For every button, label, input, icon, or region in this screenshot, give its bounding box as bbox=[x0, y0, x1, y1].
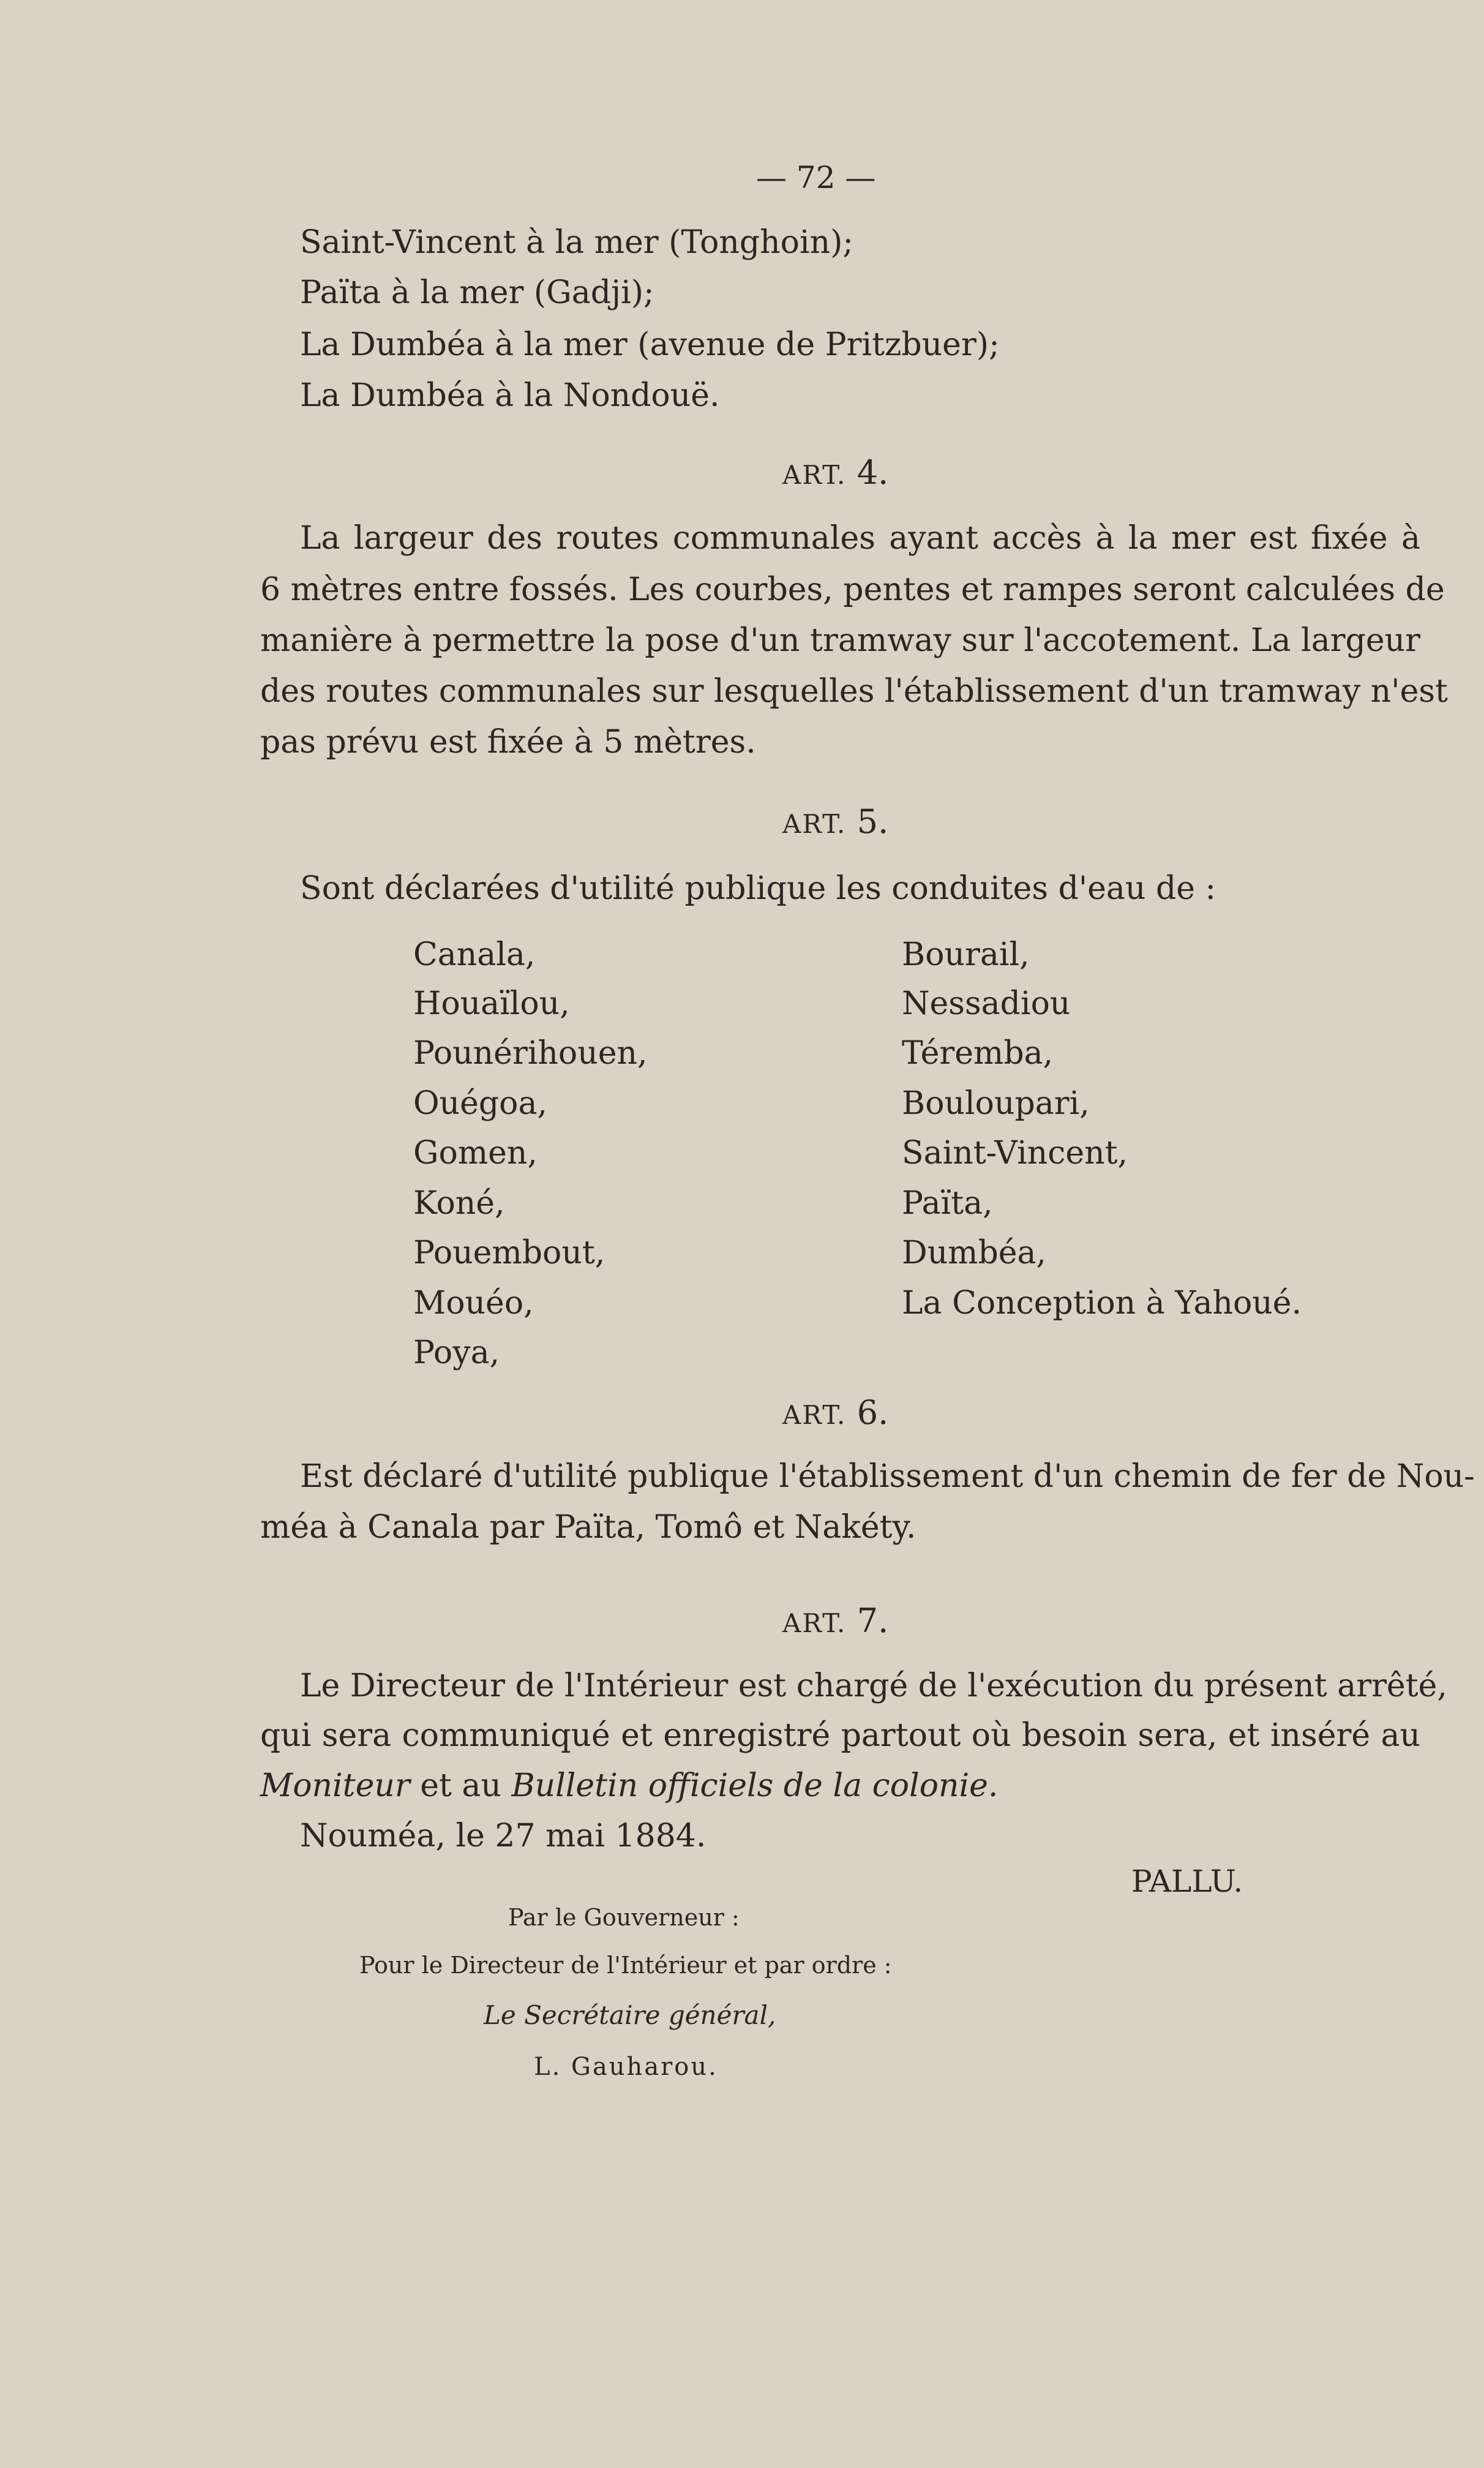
article-7-heading bbox=[782, 1601, 889, 1640]
article-6-heading bbox=[782, 1393, 889, 1432]
paragraph-line: manière à permettre la pose d'un tramway sur l'accotement. La largeur bbox=[260, 622, 1420, 659]
paragraph-line: La largeur des routes communales ayant accès à la mer est fixée à bbox=[300, 520, 1420, 557]
left-column-item: Pouembout, bbox=[413, 1235, 605, 1271]
signer-name: L. Gauharou. bbox=[534, 2053, 718, 2081]
signature-name: PALLU. bbox=[1131, 1864, 1243, 1899]
article-label: ART. bbox=[782, 460, 847, 490]
right-column-item: Bourail, bbox=[902, 936, 1030, 973]
right-column-item: Païta, bbox=[902, 1185, 993, 1222]
left-column-item: Ouégoa, bbox=[413, 1085, 548, 1122]
list-line: Païta à la mer (Gadji); bbox=[300, 274, 654, 311]
paragraph-line: des routes communales sur lesquelles l'établissement d'un tramway n'est bbox=[260, 673, 1448, 710]
list-line: La Dumbéa à la Nondouë. bbox=[300, 377, 720, 414]
right-column-item: Saint-Vincent, bbox=[902, 1135, 1128, 1172]
left-column-item: Houaïlou, bbox=[413, 985, 570, 1022]
bulletin-text: Bulletin officiels de la colonie. bbox=[511, 1767, 999, 1804]
paragraph-line: pas prévu est fixée à 5 mètres. bbox=[260, 724, 756, 761]
right-column-item: La Conception à Yahoué. bbox=[902, 1285, 1302, 1322]
paragraph-line: Est déclaré d'utilité publique l'établissement d'un chemin de fer de Nou- bbox=[300, 1458, 1475, 1495]
paragraph-line: Sont déclarées d'utilité publique les conduites d'eau de : bbox=[300, 870, 1216, 907]
left-column-item: Poya, bbox=[413, 1334, 500, 1371]
moniteur-text: Moniteur bbox=[260, 1767, 410, 1804]
paragraph-line bbox=[260, 1767, 999, 1804]
left-column-item: Mouéo, bbox=[413, 1285, 534, 1322]
paragraph-line: qui sera communiqué et enregistré partout où besoin sera, et inséré au bbox=[260, 1717, 1420, 1754]
right-column-item: Dumbéa, bbox=[902, 1235, 1047, 1271]
secretary-title: Le Secrétaire général, bbox=[484, 2000, 776, 2030]
article-label: ART. bbox=[782, 1400, 847, 1430]
connector-text: et au bbox=[410, 1767, 512, 1804]
article-number: 6. bbox=[856, 1393, 889, 1432]
paragraph-line: méa à Canala par Païta, Tomô et Nakéty. bbox=[260, 1509, 916, 1546]
by-governor: Par le Gouverneur : bbox=[508, 1904, 740, 1931]
article-number: 4. bbox=[856, 453, 889, 492]
paragraph-line: 6 mètres entre fossés. Les courbes, pentes et rampes seront calculées de bbox=[260, 571, 1445, 608]
left-column-item: Pounérihouen, bbox=[413, 1035, 648, 1072]
article-5-heading bbox=[782, 802, 889, 841]
list-line: Saint-Vincent à la mer (Tonghoin); bbox=[300, 224, 853, 261]
right-column-item: Téremba, bbox=[902, 1035, 1054, 1072]
list-line: La Dumbéa à la mer (avenue de Pritzbuer); bbox=[300, 326, 1000, 363]
article-number: 7. bbox=[856, 1601, 889, 1640]
left-column-item: Koné, bbox=[413, 1185, 505, 1222]
left-column-item: Canala, bbox=[413, 936, 536, 973]
article-4-heading bbox=[782, 453, 889, 492]
for-director: Pour le Directeur de l'Intérieur et par ordre : bbox=[359, 1952, 892, 1979]
right-column-item: Nessadiou bbox=[902, 985, 1071, 1022]
page-number: — 72 — bbox=[756, 160, 876, 195]
right-column-item: Bouloupari, bbox=[902, 1085, 1090, 1122]
article-label: ART. bbox=[782, 1608, 847, 1638]
date-line: Nouméa, le 27 mai 1884. bbox=[300, 1818, 706, 1854]
article-label: ART. bbox=[782, 809, 847, 839]
paragraph-line: Le Directeur de l'Intérieur est chargé de l'exécution du présent arrêté, bbox=[300, 1668, 1447, 1704]
article-number: 5. bbox=[856, 802, 889, 841]
left-column-item: Gomen, bbox=[413, 1135, 538, 1172]
